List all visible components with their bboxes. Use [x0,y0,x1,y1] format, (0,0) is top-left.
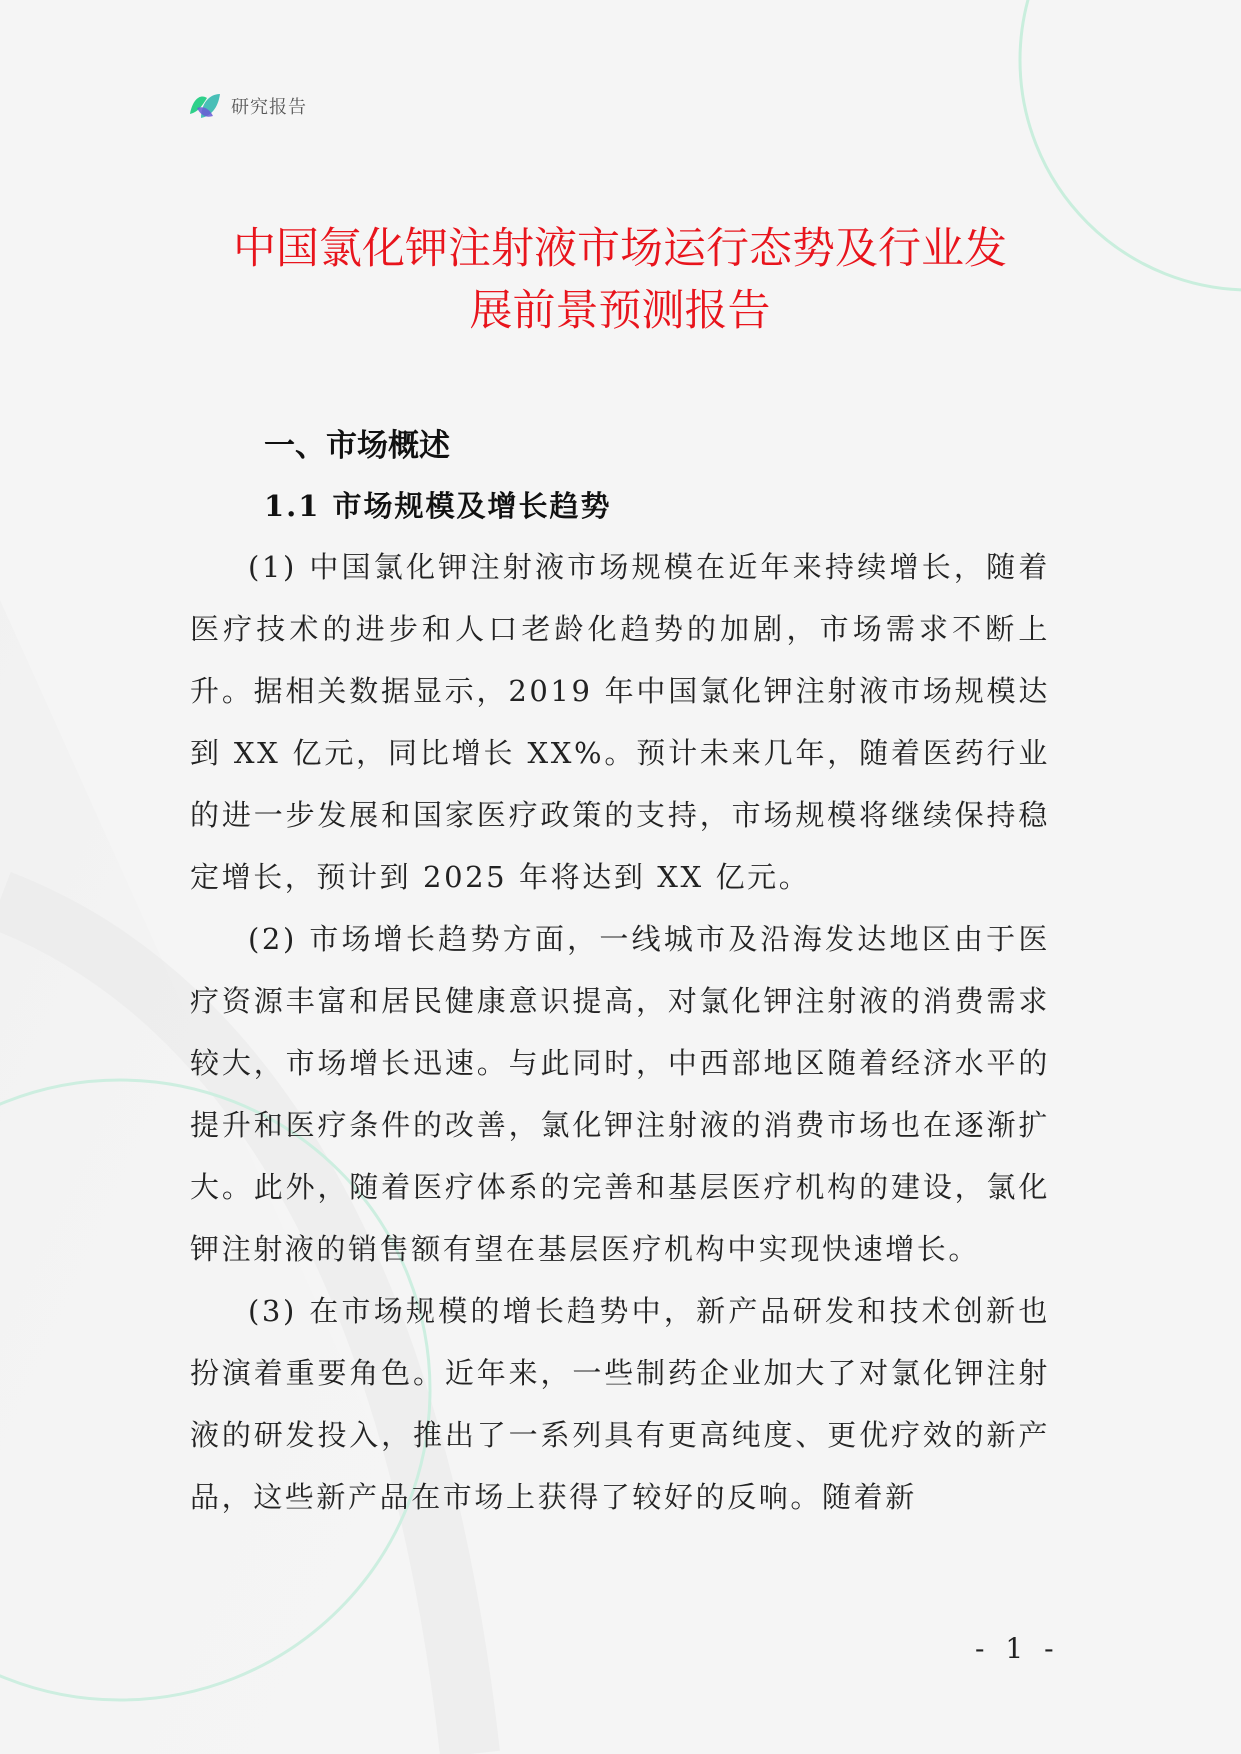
leaf-logo-icon [187,88,223,124]
body-text [190,536,1050,1528]
page-number: - 1 - [975,1632,1060,1665]
paragraph-3: (3) 在市场规模的增长趋势中，新产品研发和技术创新也扮演着重要角色。近年来，一些制药企业加大了对氯化钾注射液的研发投入，推出了一系列具有更高纯度、更优疗效的新产品，这些新产品在市场上获得了较好的反响。随着新 [190,1294,1050,1514]
report-header [187,88,307,124]
paragraph-2: (2) 市场增长趋势方面，一线城市及沿海发达地区由于医疗资源丰富和居民健康意识提高，对氯化钾注射液的消费需求较大，市场增长迅速。与此同时，中西部地区随着经济水平的提升和医疗条件的改善，氯化钾注射液的消费市场也在逐渐扩大。此外，随着医疗体系的完善和基层医疗机构的建设，氯化钾注射液的销售额有望在基层医疗机构中实现快速增长。 [190,922,1050,1266]
report-title-line-1: 中国氯化钾注射液市场运行态势及行业发 [233,224,1007,274]
subsection-heading: 1.1 市场规模及增长趋势 [264,489,612,523]
report-title-line-2: 展前景预测报告 [469,286,771,336]
header-label: 研究报告 [231,97,307,118]
report-title [150,218,1090,342]
paragraph-1: (1) 中国氯化钾注射液市场规模在近年来持续增长，随着医疗技术的进步和人口老龄化趋势的加剧，市场需求不断上升。据相关数据显示，2019 年中国氯化钾注射液市场规模达到 XX 亿元，同比增长 XX%。预计未来几年，随着医药行业的进一步发展和国家医疗政策的支持，市场规模将继续保持稳定增长，预计到 2025 年将达到 XX 亿元。 [190,550,1050,894]
section-heading: 一、市场概述 [264,428,450,464]
